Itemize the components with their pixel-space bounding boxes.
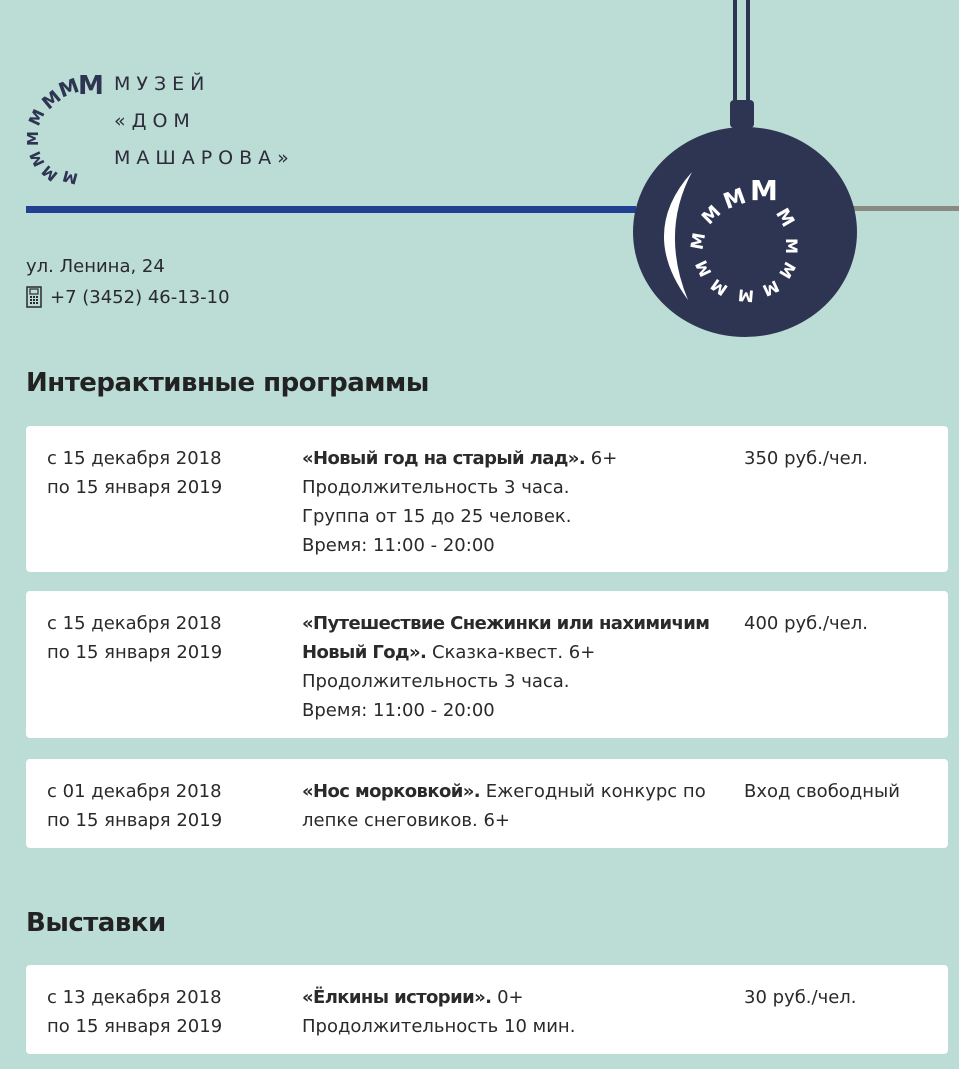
svg-text:М: М [38, 161, 62, 185]
svg-text:М: М [759, 276, 783, 301]
program-card [26, 426, 948, 572]
program-duration: Продолжительность 3 часа. [302, 671, 570, 692]
exhibition-age: 0+ [491, 987, 524, 1008]
exhibition-dates [47, 983, 297, 1041]
date-to: по 15 января 2019 [47, 477, 223, 498]
program-dates [47, 609, 297, 667]
program-dates [47, 777, 297, 835]
svg-text:М: М [707, 274, 732, 300]
exhibition-description [302, 983, 742, 1041]
svg-text:М: М [38, 86, 66, 115]
svg-text:М: М [78, 71, 104, 101]
date-from: с 15 декабря 2018 [47, 448, 222, 469]
svg-text:М: М [26, 148, 49, 170]
exhibition-duration: Продолжительность 10 мин. [302, 1016, 576, 1037]
museum-name-line-3: МАШАРОВА» [114, 147, 295, 169]
date-from: с 13 декабря 2018 [47, 987, 222, 1008]
program-title: «Нос морковкой». [302, 781, 480, 802]
program-title-line [302, 777, 742, 835]
svg-text:М: М [691, 257, 716, 280]
exhibition-title: «Ёлкины истории». [302, 987, 492, 1008]
program-details: Ежегодный конкурс по лепке снеговиков. 6+ [302, 781, 706, 831]
svg-text:М: М [24, 106, 49, 129]
exhibition-price: 30 руб./чел. [744, 987, 857, 1008]
svg-text:М: М [782, 238, 801, 254]
svg-text:М: М [24, 131, 42, 146]
program-description [302, 444, 742, 560]
program-description [302, 609, 742, 725]
program-card [26, 759, 948, 848]
svg-text:М: М [697, 201, 726, 229]
date-to: по 15 января 2019 [47, 642, 223, 663]
program-title-line [302, 609, 742, 667]
svg-text:М: М [771, 204, 799, 231]
date-to: по 15 января 2019 [47, 1016, 223, 1037]
svg-text:М: М [750, 174, 778, 207]
program-duration: Продолжительность 3 часа. [302, 477, 570, 498]
svg-text:М: М [720, 184, 750, 216]
date-from: с 01 декабря 2018 [47, 781, 222, 802]
phone-number: +7 (3452) 46-13-10 [50, 286, 230, 308]
program-age: Сказка-квест. 6+ [426, 642, 596, 663]
program-price: Вход свободный [744, 781, 900, 802]
museum-name-line-2: «ДОМ [114, 110, 196, 132]
exhibition-card [26, 965, 948, 1054]
phone [26, 286, 230, 308]
svg-text:М: М [687, 231, 711, 252]
exhibition-title-line [302, 983, 742, 1012]
museum-name-line-1: МУЗЕЙ [114, 73, 211, 95]
program-group: Группа от 15 до 25 человек. [302, 506, 572, 527]
section-title-exhibitions: Выставки [26, 908, 166, 938]
svg-text:М: М [60, 166, 80, 188]
museum-name [114, 66, 295, 177]
program-card [26, 591, 948, 738]
address: ул. Ленина, 24 [26, 256, 165, 277]
program-dates [47, 444, 297, 502]
svg-text:М: М [55, 73, 83, 103]
svg-text:М: М [737, 285, 755, 306]
date-to: по 15 января 2019 [47, 810, 223, 831]
program-price: 350 руб./чел. [744, 448, 868, 469]
program-title-line [302, 444, 742, 473]
program-price: 400 руб./чел. [744, 613, 868, 634]
christmas-ornament-icon [620, 0, 870, 345]
program-time: Время: 11:00 - 20:00 [302, 700, 495, 721]
program-description [302, 777, 742, 835]
museum-logo [24, 62, 106, 188]
program-time: Время: 11:00 - 20:00 [302, 535, 495, 556]
svg-text:М: М [775, 258, 800, 282]
section-title-programs: Интерактивные программы [26, 368, 429, 398]
date-from: с 15 декабря 2018 [47, 613, 222, 634]
program-title: «Новый год на старый лад». [302, 448, 586, 469]
header-rule-blue [26, 206, 636, 213]
phone-icon [26, 286, 42, 308]
program-age: 6+ [585, 448, 618, 469]
program-title: «Путешествие Снежинки или нахимичим Новый Год». [302, 613, 710, 663]
